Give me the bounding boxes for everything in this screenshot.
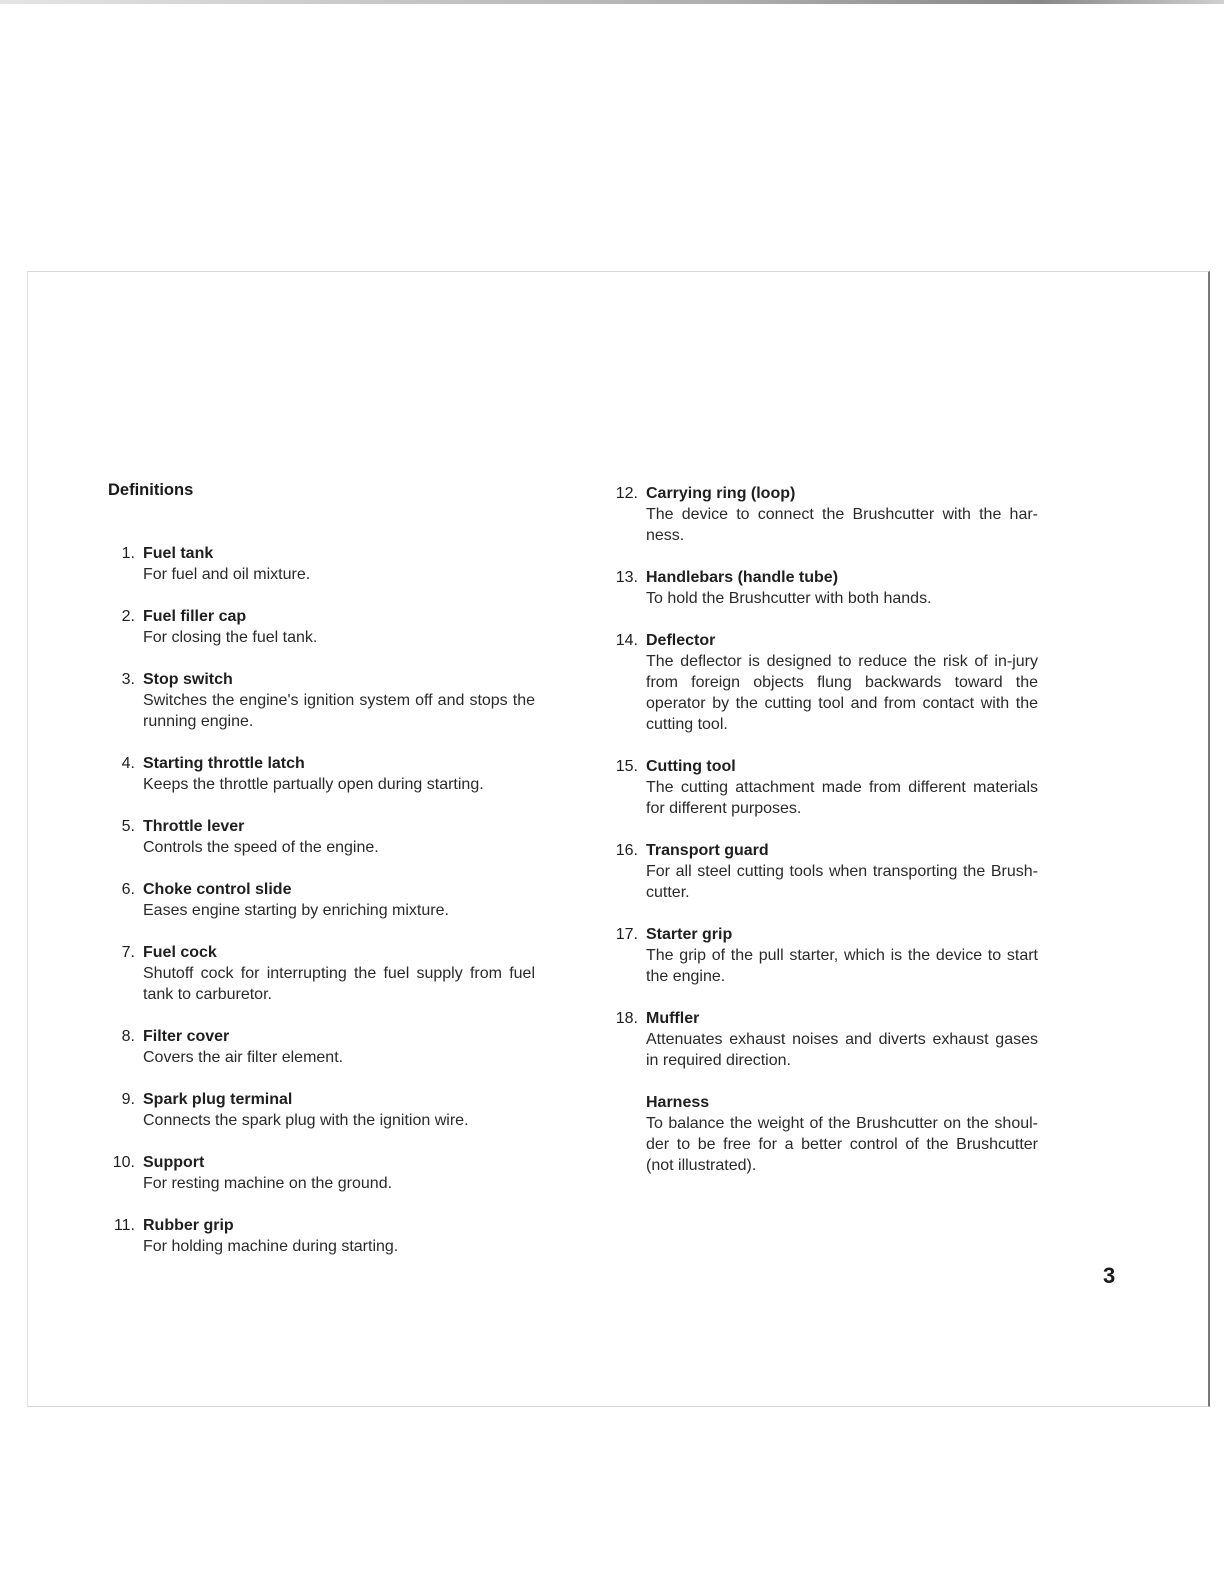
definition-number: 3. — [121, 671, 135, 688]
definition-description: Connects the spark plug with the ignition wire. — [143, 1112, 469, 1129]
definition-term: Starting throttle latch — [143, 755, 305, 772]
definition-description: Eases engine starting by enriching mixture. — [143, 902, 449, 919]
definitions-right-column — [608, 483, 1038, 1197]
definition-number: 18. — [615, 1010, 638, 1027]
definition-term: Rubber grip — [143, 1217, 234, 1234]
definition-term: Fuel filler cap — [143, 608, 247, 625]
definition-number: 10. — [112, 1154, 135, 1171]
definition-description: The device to connect the Brushcutter with the har-ness. — [646, 506, 1038, 544]
definition-description: For resting machine on the ground. — [143, 1175, 393, 1192]
definition-term: Starter grip — [646, 926, 733, 943]
definition-term: Filter cover — [143, 1028, 230, 1045]
definition-item — [105, 753, 535, 795]
definition-item — [105, 1026, 535, 1068]
definition-term: Harness — [646, 1094, 710, 1111]
definition-term: Transport guard — [646, 842, 769, 859]
definition-term: Muffler — [646, 1010, 700, 1027]
definition-description: Covers the air filter element. — [143, 1049, 344, 1066]
definition-item — [105, 1152, 535, 1194]
definition-description: Switches the engine's ignition system off and stops the running engine. — [143, 692, 535, 730]
definition-description: For closing the fuel tank. — [143, 629, 318, 646]
definition-term: Choke control slide — [143, 881, 292, 898]
definition-term: Deflector — [646, 632, 716, 649]
definition-number: 1. — [121, 545, 135, 562]
definition-item — [105, 1089, 535, 1131]
definition-number: 11. — [113, 1217, 135, 1234]
definition-term: Support — [143, 1154, 205, 1171]
definition-number: 7. — [121, 944, 135, 961]
definition-term: Throttle lever — [143, 818, 245, 835]
definition-item — [105, 942, 535, 1005]
definition-number: 4. — [121, 755, 135, 772]
definition-number: 9. — [121, 1091, 135, 1108]
definition-term: Carrying ring (loop) — [646, 485, 796, 502]
definition-item — [608, 840, 1038, 903]
definition-item — [608, 1008, 1038, 1071]
definition-item — [608, 630, 1038, 735]
definition-item — [608, 1092, 1038, 1176]
definition-item — [105, 879, 535, 921]
definition-description: To hold the Brushcutter with both hands. — [646, 590, 932, 607]
definition-description: For holding machine during starting. — [143, 1238, 399, 1255]
definition-item — [105, 543, 535, 585]
definition-term: Fuel cock — [143, 944, 217, 961]
definition-number: 14. — [615, 632, 638, 649]
scan-edge — [0, 0, 1224, 4]
definition-number: 8. — [121, 1028, 135, 1045]
definition-description: Attenuates exhaust noises and diverts exhaust gases in required direction. — [646, 1031, 1038, 1069]
definition-description: The cutting attachment made from different materials for different purposes. — [646, 779, 1038, 817]
definition-number: 5. — [121, 818, 135, 835]
definition-description: Shutoff cock for interrupting the fuel supply from fuel tank to carburetor. — [143, 965, 535, 1003]
definition-number: 6. — [121, 881, 135, 898]
definition-description: Controls the speed of the engine. — [143, 839, 379, 856]
definition-number: 17. — [615, 926, 638, 943]
page-number: 3 — [1103, 1263, 1116, 1288]
definition-description: For fuel and oil mixture. — [143, 566, 311, 583]
definition-term: Stop switch — [143, 671, 233, 688]
definition-item — [105, 816, 535, 858]
definition-number: 13. — [615, 569, 638, 586]
definition-term: Cutting tool — [646, 758, 736, 775]
definition-description: For all steel cutting tools when transporting the Brush-cutter. — [646, 863, 1038, 901]
definition-number: 2. — [121, 608, 135, 625]
definition-item — [608, 483, 1038, 546]
definition-term: Handlebars (handle tube) — [646, 569, 839, 586]
definition-term: Spark plug terminal — [143, 1091, 293, 1108]
section-heading: Definitions — [108, 481, 194, 499]
definition-description: Keeps the throttle partually open during starting. — [143, 776, 484, 793]
definition-item — [608, 924, 1038, 987]
definition-number: 15. — [615, 758, 638, 775]
definition-item — [608, 567, 1038, 609]
definitions-left-column — [105, 543, 535, 1278]
definition-item — [608, 756, 1038, 819]
definition-item — [105, 606, 535, 648]
definition-number: 12. — [615, 485, 638, 502]
definition-number: 16. — [615, 842, 638, 859]
definition-item — [105, 1215, 535, 1257]
definition-description: To balance the weight of the Brushcutter on the shoul-der to be free for a better control of the Brushcutter (not illustrated). — [646, 1115, 1038, 1174]
definition-term: Fuel tank — [143, 545, 214, 562]
definition-description: The deflector is designed to reduce the risk of in-jury from foreign objects flung backwards toward the operator by the cutting tool and from contact with the cutting tool. — [646, 653, 1038, 733]
definition-item — [105, 669, 535, 732]
definition-description: The grip of the pull starter, which is the device to start the engine. — [646, 947, 1038, 985]
